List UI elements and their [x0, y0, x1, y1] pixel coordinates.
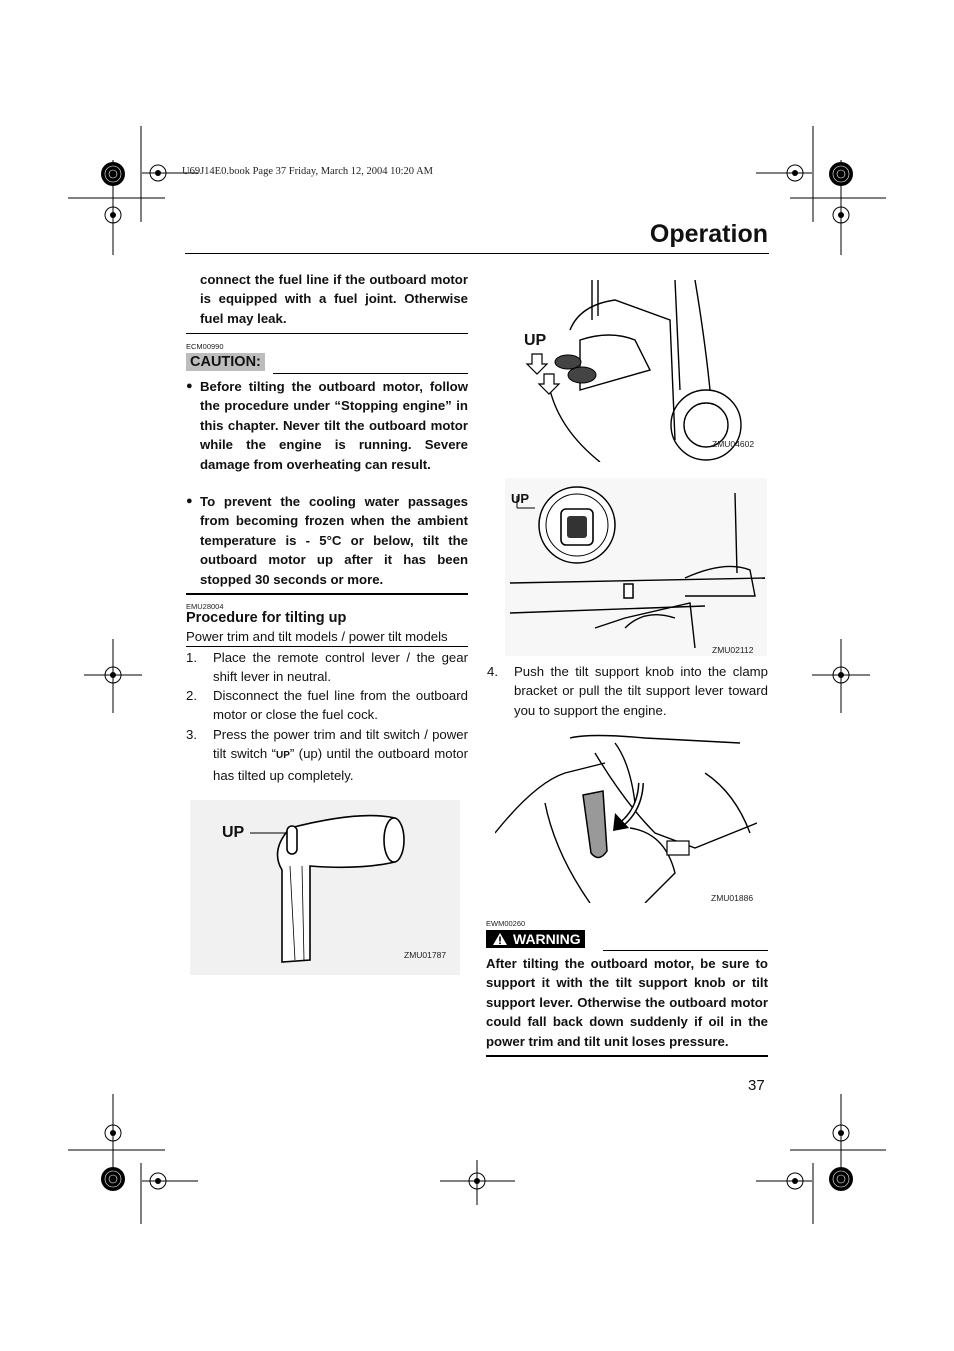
bullet-icon: ● — [186, 380, 193, 392]
file-info: U69J14E0.book Page 37 Friday, March 12, 2004 10:20 AM — [182, 166, 434, 177]
figure2-up-label: UP — [511, 491, 530, 506]
caution-code: ECM00990 — [186, 342, 224, 351]
procedure-title: Procedure for tilting up — [186, 610, 347, 626]
caution-label: CAUTION: — [186, 353, 265, 371]
bullet-icon: ● — [186, 495, 193, 507]
figure-code: ZMU01787 — [404, 950, 447, 960]
figure-up-label: UP — [222, 824, 245, 841]
warning-rule — [603, 950, 768, 951]
caution-item: ● Before tilting the outboard motor, follow the procedure under “Stopping engine” in this chapter. Never tilt the outboard motor while the engine is running. Severe damage from overheating can result. — [186, 379, 468, 472]
figure2-code: ZMU02112 — [712, 645, 754, 655]
title-rule — [185, 253, 769, 254]
page-number: 37 — [748, 1077, 765, 1094]
step-1: 1. Place the remote control lever / the gear shift lever in neutral. — [186, 650, 468, 685]
up-glyph: UP — [276, 750, 290, 762]
step-2: 2. Disconnect the fuel line from the outboard motor or close the fuel cock. — [186, 688, 468, 723]
caution-item: ● To prevent the cooling water passages from becoming frozen when the ambient temperature is - 5°C or below, tilt the outboard motor up after it has been stopped 30 seconds or more. — [186, 494, 468, 587]
figure1-code: ZMU04602 — [712, 439, 755, 449]
tilt-support-lever-illustration — [495, 733, 757, 903]
procedure-subtitle: Power trim and tilt models / power tilt models — [186, 629, 448, 644]
tilt-switch-illustration — [505, 478, 767, 656]
divider — [186, 333, 468, 334]
warning-triangle-icon — [492, 932, 508, 946]
warning-code: EWM00260 — [486, 919, 526, 928]
procedure-code: EMU28004 — [186, 602, 224, 611]
caution-end-rule — [186, 593, 468, 595]
figure1-up-label: UP — [524, 332, 547, 349]
subtitle-rule — [186, 646, 468, 647]
warning-text: After tilting the outboard motor, be sure to support it with the tilt support knob or tilt support lever. Otherwise the outboard motor could fall back down suddenly if oil in the power trim and tilt unit loses pressure. — [486, 956, 768, 1049]
warning-end-rule — [486, 1055, 768, 1057]
remote-control-illustration — [520, 280, 765, 462]
step-4: 4. Push the tilt support knob into the clamp bracket or pull the tilt support lever toward you to support the engine. — [487, 664, 768, 718]
intro-text: connect the fuel line if the outboard motor is equipped with a fuel joint. Otherwise fuel may leak. — [200, 272, 468, 326]
page-title: Operation — [649, 220, 768, 248]
step-3: 3. Press the power trim and tilt switch / power tilt switch “UP” (up) until the outboard motor has tilted up completely. — [186, 727, 468, 783]
figure3-code: ZMU01886 — [711, 893, 754, 903]
warning-label: WARNING — [486, 930, 585, 948]
caution-rule — [273, 373, 468, 374]
